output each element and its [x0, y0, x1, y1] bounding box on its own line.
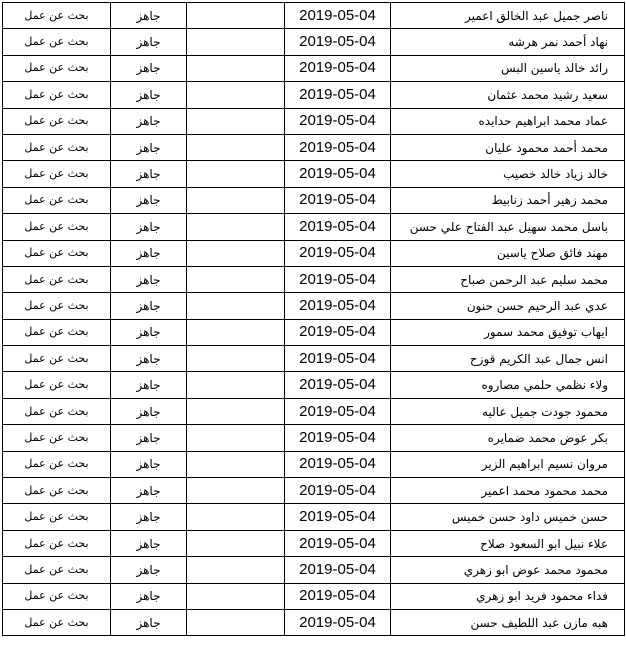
state-cell: جاهز: [111, 557, 187, 583]
status-cell: بحث عن عمل: [3, 319, 111, 345]
state-cell: جاهز: [111, 530, 187, 556]
name-cell: سعيد رشيد محمد عثمان: [391, 82, 625, 108]
state-cell: جاهز: [111, 82, 187, 108]
empty-cell: [187, 319, 285, 345]
table-row: [3, 557, 625, 583]
status-cell: بحث عن عمل: [3, 372, 111, 398]
table-row: [3, 3, 625, 29]
name-cell: محمد سليم عبد الرحمن صباح: [391, 266, 625, 292]
name-cell: نهاد أحمد نمر هرشه: [391, 29, 625, 55]
date-cell: 2019-05-04: [285, 451, 391, 477]
table-row: [3, 108, 625, 134]
table-row: [3, 425, 625, 451]
table-row: [3, 583, 625, 609]
name-cell: علاء نبيل ابو السعود صلاح: [391, 530, 625, 556]
status-cell: بحث عن عمل: [3, 504, 111, 530]
name-cell: محمد أحمد محمود عليان: [391, 134, 625, 160]
table-row: [3, 266, 625, 292]
date-cell: 2019-05-04: [285, 583, 391, 609]
state-cell: جاهز: [111, 266, 187, 292]
empty-cell: [187, 346, 285, 372]
date-cell: 2019-05-04: [285, 504, 391, 530]
records-table: [2, 2, 625, 636]
table-row: [3, 214, 625, 240]
date-cell: 2019-05-04: [285, 346, 391, 372]
table-row: [3, 319, 625, 345]
empty-cell: [187, 108, 285, 134]
name-cell: ولاء نظمي حلمي مصاروه: [391, 372, 625, 398]
table-row: [3, 346, 625, 372]
status-cell: بحث عن عمل: [3, 266, 111, 292]
date-cell: 2019-05-04: [285, 29, 391, 55]
date-cell: 2019-05-04: [285, 187, 391, 213]
empty-cell: [187, 266, 285, 292]
table-row: [3, 55, 625, 81]
state-cell: جاهز: [111, 214, 187, 240]
date-cell: 2019-05-04: [285, 82, 391, 108]
state-cell: جاهز: [111, 240, 187, 266]
empty-cell: [187, 214, 285, 240]
status-cell: بحث عن عمل: [3, 557, 111, 583]
table-row: [3, 530, 625, 556]
name-cell: ايهاب توفيق محمد سمور: [391, 319, 625, 345]
name-cell: ناصر جميل عبد الخالق اعمير: [391, 3, 625, 29]
status-cell: بحث عن عمل: [3, 425, 111, 451]
date-cell: 2019-05-04: [285, 266, 391, 292]
name-cell: خالد زياد خالد خصيب: [391, 161, 625, 187]
empty-cell: [187, 478, 285, 504]
date-cell: 2019-05-04: [285, 161, 391, 187]
status-cell: بحث عن عمل: [3, 240, 111, 266]
empty-cell: [187, 3, 285, 29]
state-cell: جاهز: [111, 504, 187, 530]
status-cell: بحث عن عمل: [3, 451, 111, 477]
table-row: [3, 372, 625, 398]
table-row: [3, 134, 625, 160]
status-cell: بحث عن عمل: [3, 134, 111, 160]
state-cell: جاهز: [111, 425, 187, 451]
date-cell: 2019-05-04: [285, 372, 391, 398]
date-cell: 2019-05-04: [285, 557, 391, 583]
empty-cell: [187, 240, 285, 266]
empty-cell: [187, 29, 285, 55]
empty-cell: [187, 451, 285, 477]
date-cell: 2019-05-04: [285, 240, 391, 266]
empty-cell: [187, 504, 285, 530]
date-cell: 2019-05-04: [285, 609, 391, 635]
state-cell: جاهز: [111, 478, 187, 504]
state-cell: جاهز: [111, 346, 187, 372]
status-cell: بحث عن عمل: [3, 3, 111, 29]
date-cell: 2019-05-04: [285, 398, 391, 424]
empty-cell: [187, 134, 285, 160]
state-cell: جاهز: [111, 55, 187, 81]
state-cell: جاهز: [111, 609, 187, 635]
state-cell: جاهز: [111, 134, 187, 160]
table-row: [3, 504, 625, 530]
state-cell: جاهز: [111, 187, 187, 213]
status-cell: بحث عن عمل: [3, 29, 111, 55]
state-cell: جاهز: [111, 583, 187, 609]
state-cell: جاهز: [111, 3, 187, 29]
status-cell: بحث عن عمل: [3, 187, 111, 213]
name-cell: بكر عوض محمد ضمايره: [391, 425, 625, 451]
table-row: [3, 293, 625, 319]
date-cell: 2019-05-04: [285, 134, 391, 160]
empty-cell: [187, 557, 285, 583]
state-cell: جاهز: [111, 29, 187, 55]
status-cell: بحث عن عمل: [3, 161, 111, 187]
name-cell: هبه مازن عبد اللطيف حسن: [391, 609, 625, 635]
status-cell: بحث عن عمل: [3, 108, 111, 134]
name-cell: فداء محمود فريد ابو زهري: [391, 583, 625, 609]
table-row: [3, 82, 625, 108]
status-cell: بحث عن عمل: [3, 346, 111, 372]
table-row: [3, 29, 625, 55]
name-cell: محمد زهير أحمد زنابيط: [391, 187, 625, 213]
empty-cell: [187, 55, 285, 81]
empty-cell: [187, 530, 285, 556]
records-table-body: [3, 3, 625, 636]
date-cell: 2019-05-04: [285, 319, 391, 345]
table-row: [3, 187, 625, 213]
empty-cell: [187, 187, 285, 213]
date-cell: 2019-05-04: [285, 478, 391, 504]
date-cell: 2019-05-04: [285, 425, 391, 451]
empty-cell: [187, 372, 285, 398]
status-cell: بحث عن عمل: [3, 478, 111, 504]
name-cell: محمد محمود محمد اعمير: [391, 478, 625, 504]
name-cell: حسن خميس داود حسن خميس: [391, 504, 625, 530]
name-cell: محمود محمد عوض ابو زهري: [391, 557, 625, 583]
date-cell: 2019-05-04: [285, 3, 391, 29]
empty-cell: [187, 583, 285, 609]
table-row: [3, 451, 625, 477]
status-cell: بحث عن عمل: [3, 398, 111, 424]
state-cell: جاهز: [111, 161, 187, 187]
status-cell: بحث عن عمل: [3, 609, 111, 635]
date-cell: 2019-05-04: [285, 214, 391, 240]
empty-cell: [187, 398, 285, 424]
status-cell: بحث عن عمل: [3, 530, 111, 556]
name-cell: باسل محمد سهيل عبد الفتاح علي حسن: [391, 214, 625, 240]
state-cell: جاهز: [111, 108, 187, 134]
state-cell: جاهز: [111, 372, 187, 398]
state-cell: جاهز: [111, 319, 187, 345]
status-cell: بحث عن عمل: [3, 583, 111, 609]
status-cell: بحث عن عمل: [3, 293, 111, 319]
date-cell: 2019-05-04: [285, 293, 391, 319]
name-cell: انس جمال عبد الكريم قوزح: [391, 346, 625, 372]
date-cell: 2019-05-04: [285, 108, 391, 134]
name-cell: عدي عبد الرحيم حسن حنون: [391, 293, 625, 319]
status-cell: بحث عن عمل: [3, 55, 111, 81]
date-cell: 2019-05-04: [285, 530, 391, 556]
table-row: [3, 609, 625, 635]
empty-cell: [187, 425, 285, 451]
name-cell: محمود جودت جميل عاليه: [391, 398, 625, 424]
status-cell: بحث عن عمل: [3, 214, 111, 240]
table-row: [3, 161, 625, 187]
state-cell: جاهز: [111, 451, 187, 477]
name-cell: رائد خالد ياسين البس: [391, 55, 625, 81]
status-cell: بحث عن عمل: [3, 82, 111, 108]
name-cell: عماد محمد ابراهيم حدايده: [391, 108, 625, 134]
empty-cell: [187, 609, 285, 635]
date-cell: 2019-05-04: [285, 55, 391, 81]
empty-cell: [187, 82, 285, 108]
table-row: [3, 240, 625, 266]
state-cell: جاهز: [111, 293, 187, 319]
name-cell: مروان نسيم ابراهيم الزير: [391, 451, 625, 477]
state-cell: جاهز: [111, 398, 187, 424]
table-row: [3, 478, 625, 504]
empty-cell: [187, 161, 285, 187]
table-row: [3, 398, 625, 424]
name-cell: مهند فائق صلاح ياسين: [391, 240, 625, 266]
empty-cell: [187, 293, 285, 319]
